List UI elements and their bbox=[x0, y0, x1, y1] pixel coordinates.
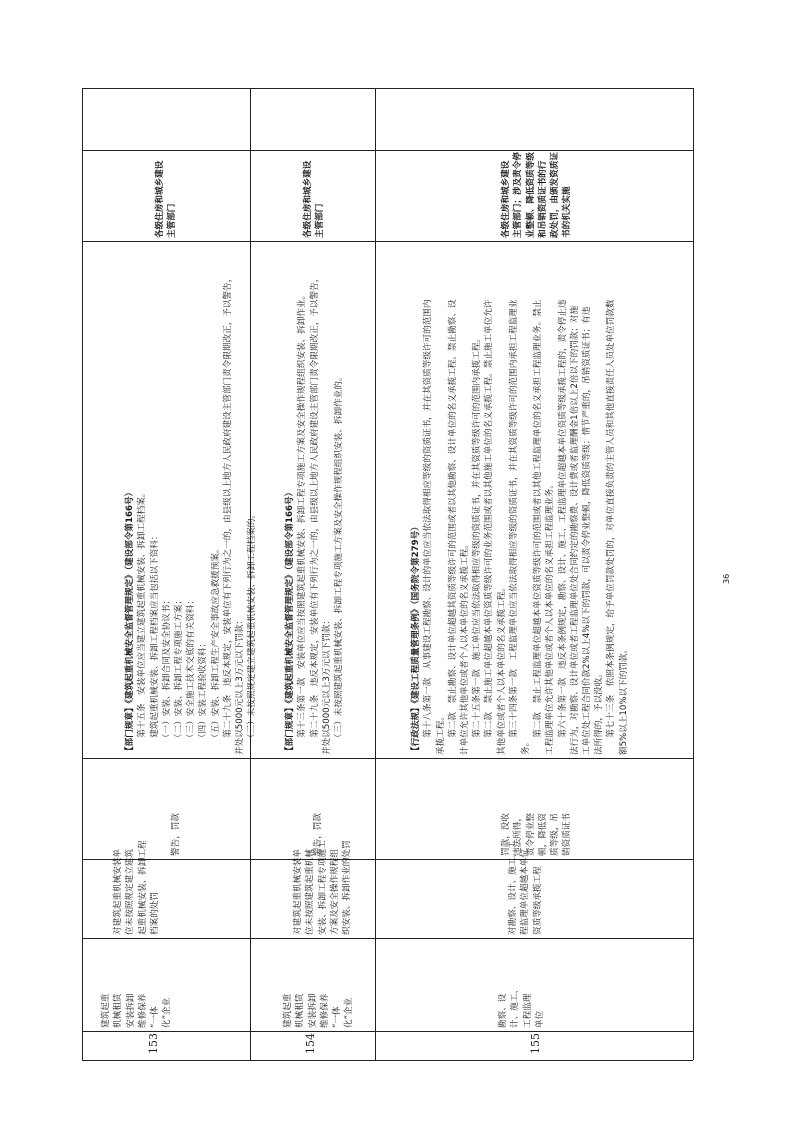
row-department: 各级住房和城乡建设 主管部门 bbox=[155, 160, 178, 238]
row-legal-basis: 【部门规章】《建筑起重机械安全监督管理规定》（建设部令第166号） 第十五条 安装单位应当建立建筑起重机械安装、拆卸工程档案。 建筑起重机械安装、拆卸工程档案应当包括以下资料： （一）安装、拆卸合同及安全协议书； （二）安装、拆卸工程专项施工方案； （三）安全施工技术交底的有关资料； （四）安装工程验收资料； （五）安装、拆卸工程生产安全事故应急救援预案。 第二十九条 违反本规定，安装单位有下列行为之一的，由县级以上地方人民政府建设主管部门责令限期改正，予以警告， 并处以5000元以上3万元以下罚款： （三）未按照规定建立建筑起重机械安装、拆卸工程档案的。 bbox=[125, 273, 258, 755]
table-divider-5 bbox=[82, 938, 693, 939]
row-situation: 对建筑起重机械安装单 位未按照建筑起重机械 安装、拆卸工程专项施工 方案及安全操作规程组 织安装、拆卸作业的处罚 bbox=[293, 840, 353, 935]
row-border-right bbox=[693, 88, 694, 1060]
table-divider-3 bbox=[82, 758, 693, 759]
row-legal-basis: 【行政法规】《建设工程质量管理条例》（国务院令第279号） 第十八条第一款 从事建设工程勘察、设计的单位应当依法取得相应等级的资质证书，并在其资质等级许可的范围内 承揽工程。 第二款 禁止勘察、设计单位超越其资质等级许可的范围或者以其他勘察、设计单位的名义承揽工程。禁止勘察、设 计单位允许其他单位或者个人以本单位的名义承揽工程。 第二十五条第一款 施工单位应当依法取得相应等级的资质证书，并在其资质等级许可的范围内承揽工程。 第二款 禁止施工单位超越本单位资质等级许可的业务范围或者以其他施工单位的名义承揽工程。禁止施工单位允许 其他单位或者个人以本单位的名义承揽工程。 第三十四条第一款 工程监理单位应当依法取得相应等级的资质证书，并在其资质等级许可的范围内承担工程监理业 务。 第二款 禁止工程监理单位超越本单位资质等级许可的范围或者以其他工程监理单位的名义承担工程监理业务。禁止 工程监理单位允许其他单位或者个人以本单位的名义承担工程监理业务。 第六十条第一款 违反本条例规定，勘察、设计、施工、工程监理单位超越本单位资质等级承揽工程的，责令停止违 法行为，对勘察、设计单位或者工程监理单位处合同约定的勘察费、设计费或者监理酬金1倍以上2倍以下的罚款；对施 工单位处工程合同价款2%以上4%以下的罚款，可以责令停业整顿，降低资质等级；情节严重的，吊销资质证书；有违 法所得的，予以没收。 第七十三条 依照本条例规定，给予单位罚款处罚的，对单位直接负责的主管人员和其他直接责任人员处单位罚款数 额5%以上10%以下的罚款。 bbox=[411, 299, 629, 755]
row-department: 各级住房和城乡建设 主管部门；涉及责令停 业整顿、降低资质等级 和吊销资质证书的行 政处罚，由颁发资质证 书的机关实施 bbox=[501, 152, 573, 238]
table-divider-6 bbox=[82, 1031, 693, 1032]
row-separator-154-155 bbox=[375, 88, 376, 1060]
page-number: 36 bbox=[722, 573, 731, 584]
table-border-bottom bbox=[82, 1060, 693, 1061]
row-item: 勘察、设 计、施工、 工程监理 单位 bbox=[498, 985, 545, 1028]
row-number: 154 bbox=[304, 1033, 317, 1054]
table-divider-2 bbox=[82, 241, 693, 242]
row-situation: 对勘察、设计、施工、工 程监理单位超越本单位 资质等级承揽工程 bbox=[508, 840, 543, 935]
row-border-left bbox=[82, 88, 83, 1060]
row-legal-basis: 【部门规章】《建筑起重机械安全监督管理规定》（建设部令第166号） 第十三条第一款 安装单位应当按照建筑起重机械安装、拆卸工程专项施工方案及安全操作规程组织安装、拆卸作业。 第二十九条 违反本规定，安装单位有下列行为之一的，由县级以上地方人民政府建设主管部门责令限期改正，予以警告， 并处以5000元以上3万元以下罚款： （三）未按照建筑起重机械安装、拆卸工程专项施工方案及安全操作规程组织安装、拆卸作业的。 bbox=[285, 273, 345, 755]
row-item: 建筑起重 机械租赁 安装拆卸 维修保养 “一体 化”企业 bbox=[101, 993, 173, 1028]
row-item: 建筑起重 机械租赁 安装拆卸 维修保养 “一体 化”企业 bbox=[283, 993, 355, 1028]
row-number: 155 bbox=[529, 1033, 542, 1054]
row-situation: 对建筑起重机械安装单 位未按照规定建立建筑 起重机械安装、拆卸工程 档案的处罚 bbox=[113, 840, 160, 935]
row-penalty-type: 警告，罚款 bbox=[171, 813, 181, 856]
table-border-top bbox=[82, 88, 693, 89]
row-penalty-type: 警告，罚款 bbox=[313, 813, 323, 856]
row-number: 153 bbox=[147, 1033, 160, 1054]
row-penalty-type: 罚款，没收 违法所得， 责令停业整 顿，降低资 质等级，吊 销资质证书 bbox=[501, 813, 573, 856]
row-department: 各级住房和城乡建设 主管部门 bbox=[303, 160, 326, 238]
